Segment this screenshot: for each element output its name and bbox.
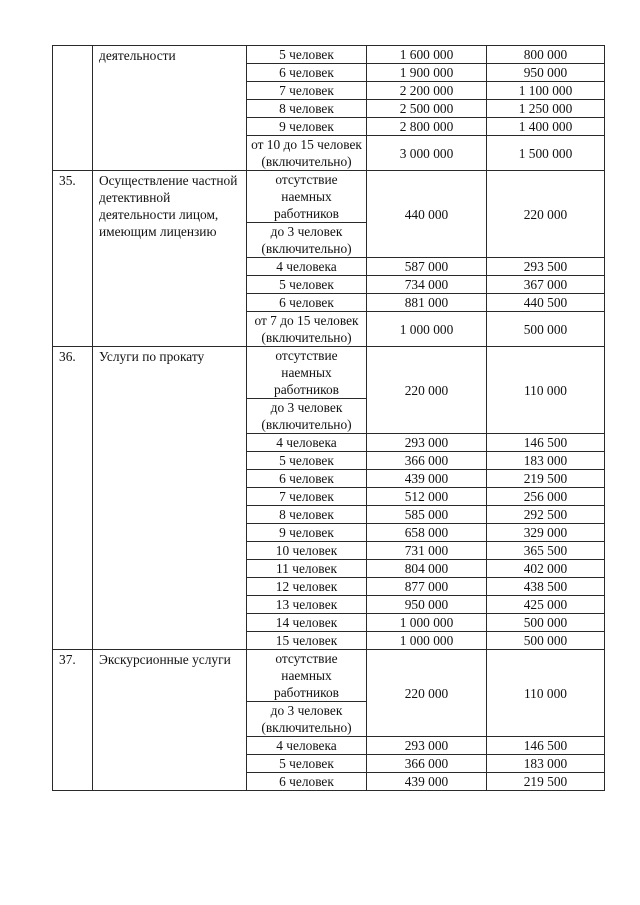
activity-name: Услуги по прокату <box>93 347 247 650</box>
value-cell: 1 400 000 <box>487 118 605 136</box>
employee-count: до 3 человек (включительно) <box>247 399 367 434</box>
value-cell: 2 500 000 <box>367 100 487 118</box>
value-cell: 439 000 <box>367 773 487 791</box>
row-number: 36. <box>53 347 93 650</box>
value-cell: 293 000 <box>367 434 487 452</box>
value-cell: 500 000 <box>487 614 605 632</box>
row-number: 35. <box>53 171 93 347</box>
value-cell: 731 000 <box>367 542 487 560</box>
employee-count: 13 человек <box>247 596 367 614</box>
employee-count: 7 человек <box>247 82 367 100</box>
employee-count: 6 человек <box>247 470 367 488</box>
employee-count: 5 человек <box>247 46 367 64</box>
employee-count: 6 человек <box>247 294 367 312</box>
value-cell: 440 000 <box>367 171 487 258</box>
value-cell: 220 000 <box>487 171 605 258</box>
value-cell: 734 000 <box>367 276 487 294</box>
tax-table <box>52 45 605 791</box>
value-cell: 256 000 <box>487 488 605 506</box>
value-cell: 146 500 <box>487 737 605 755</box>
activity-name: деятельности <box>93 46 247 171</box>
value-cell: 110 000 <box>487 650 605 737</box>
employee-count: 14 человек <box>247 614 367 632</box>
value-cell: 367 000 <box>487 276 605 294</box>
employee-count: 9 человек <box>247 524 367 542</box>
employee-count: до 3 человек (включительно) <box>247 702 367 737</box>
employee-count: 12 человек <box>247 578 367 596</box>
value-cell: 950 000 <box>487 64 605 82</box>
value-cell: 402 000 <box>487 560 605 578</box>
value-cell: 440 500 <box>487 294 605 312</box>
value-cell: 500 000 <box>487 632 605 650</box>
value-cell: 293 000 <box>367 737 487 755</box>
table-row <box>53 46 605 64</box>
value-cell: 877 000 <box>367 578 487 596</box>
value-cell: 950 000 <box>367 596 487 614</box>
employee-count: 15 человек <box>247 632 367 650</box>
value-cell: 365 500 <box>487 542 605 560</box>
table-row <box>53 650 605 702</box>
employee-count: отсутствие наемных работников <box>247 650 367 702</box>
value-cell: 366 000 <box>367 452 487 470</box>
value-cell: 293 500 <box>487 258 605 276</box>
employee-count: 4 человека <box>247 737 367 755</box>
employee-count: отсутствие наемных работников <box>247 171 367 223</box>
value-cell: 512 000 <box>367 488 487 506</box>
value-cell: 219 500 <box>487 470 605 488</box>
value-cell: 292 500 <box>487 506 605 524</box>
value-cell: 183 000 <box>487 755 605 773</box>
value-cell: 1 900 000 <box>367 64 487 82</box>
value-cell: 500 000 <box>487 312 605 347</box>
value-cell: 183 000 <box>487 452 605 470</box>
value-cell: 800 000 <box>487 46 605 64</box>
employee-count: 4 человека <box>247 434 367 452</box>
value-cell: 804 000 <box>367 560 487 578</box>
value-cell: 425 000 <box>487 596 605 614</box>
value-cell: 1 000 000 <box>367 614 487 632</box>
value-cell: 585 000 <box>367 506 487 524</box>
table-row <box>53 171 605 223</box>
value-cell: 1 000 000 <box>367 312 487 347</box>
value-cell: 220 000 <box>367 650 487 737</box>
value-cell: 1 000 000 <box>367 632 487 650</box>
value-cell: 439 000 <box>367 470 487 488</box>
value-cell: 1 500 000 <box>487 136 605 171</box>
value-cell: 146 500 <box>487 434 605 452</box>
value-cell: 220 000 <box>367 347 487 434</box>
activity-name: Осуществление частной детективной деятельности лицом, имеющим лицензию <box>93 171 247 347</box>
employee-count: 8 человек <box>247 100 367 118</box>
employee-count: от 10 до 15 человек (включительно) <box>247 136 367 171</box>
employee-count: 5 человек <box>247 755 367 773</box>
employee-count: 9 человек <box>247 118 367 136</box>
value-cell: 329 000 <box>487 524 605 542</box>
activity-name: Экскурсионные услуги <box>93 650 247 791</box>
value-cell: 2 200 000 <box>367 82 487 100</box>
employee-count: 8 человек <box>247 506 367 524</box>
value-cell: 1 600 000 <box>367 46 487 64</box>
value-cell: 110 000 <box>487 347 605 434</box>
employee-count: 6 человек <box>247 64 367 82</box>
value-cell: 1 100 000 <box>487 82 605 100</box>
employee-count: 6 человек <box>247 773 367 791</box>
employee-count: 7 человек <box>247 488 367 506</box>
employee-count: 11 человек <box>247 560 367 578</box>
employee-count: 5 человек <box>247 276 367 294</box>
table-row <box>53 347 605 399</box>
value-cell: 438 500 <box>487 578 605 596</box>
value-cell: 587 000 <box>367 258 487 276</box>
row-number: 37. <box>53 650 93 791</box>
employee-count: 10 человек <box>247 542 367 560</box>
value-cell: 1 250 000 <box>487 100 605 118</box>
employee-count: отсутствие наемных работников <box>247 347 367 399</box>
value-cell: 658 000 <box>367 524 487 542</box>
value-cell: 219 500 <box>487 773 605 791</box>
employee-count: 4 человека <box>247 258 367 276</box>
value-cell: 366 000 <box>367 755 487 773</box>
value-cell: 2 800 000 <box>367 118 487 136</box>
employee-count: до 3 человек (включительно) <box>247 223 367 258</box>
value-cell: 881 000 <box>367 294 487 312</box>
row-number <box>53 46 93 171</box>
employee-count: от 7 до 15 человек (включительно) <box>247 312 367 347</box>
value-cell: 3 000 000 <box>367 136 487 171</box>
employee-count: 5 человек <box>247 452 367 470</box>
